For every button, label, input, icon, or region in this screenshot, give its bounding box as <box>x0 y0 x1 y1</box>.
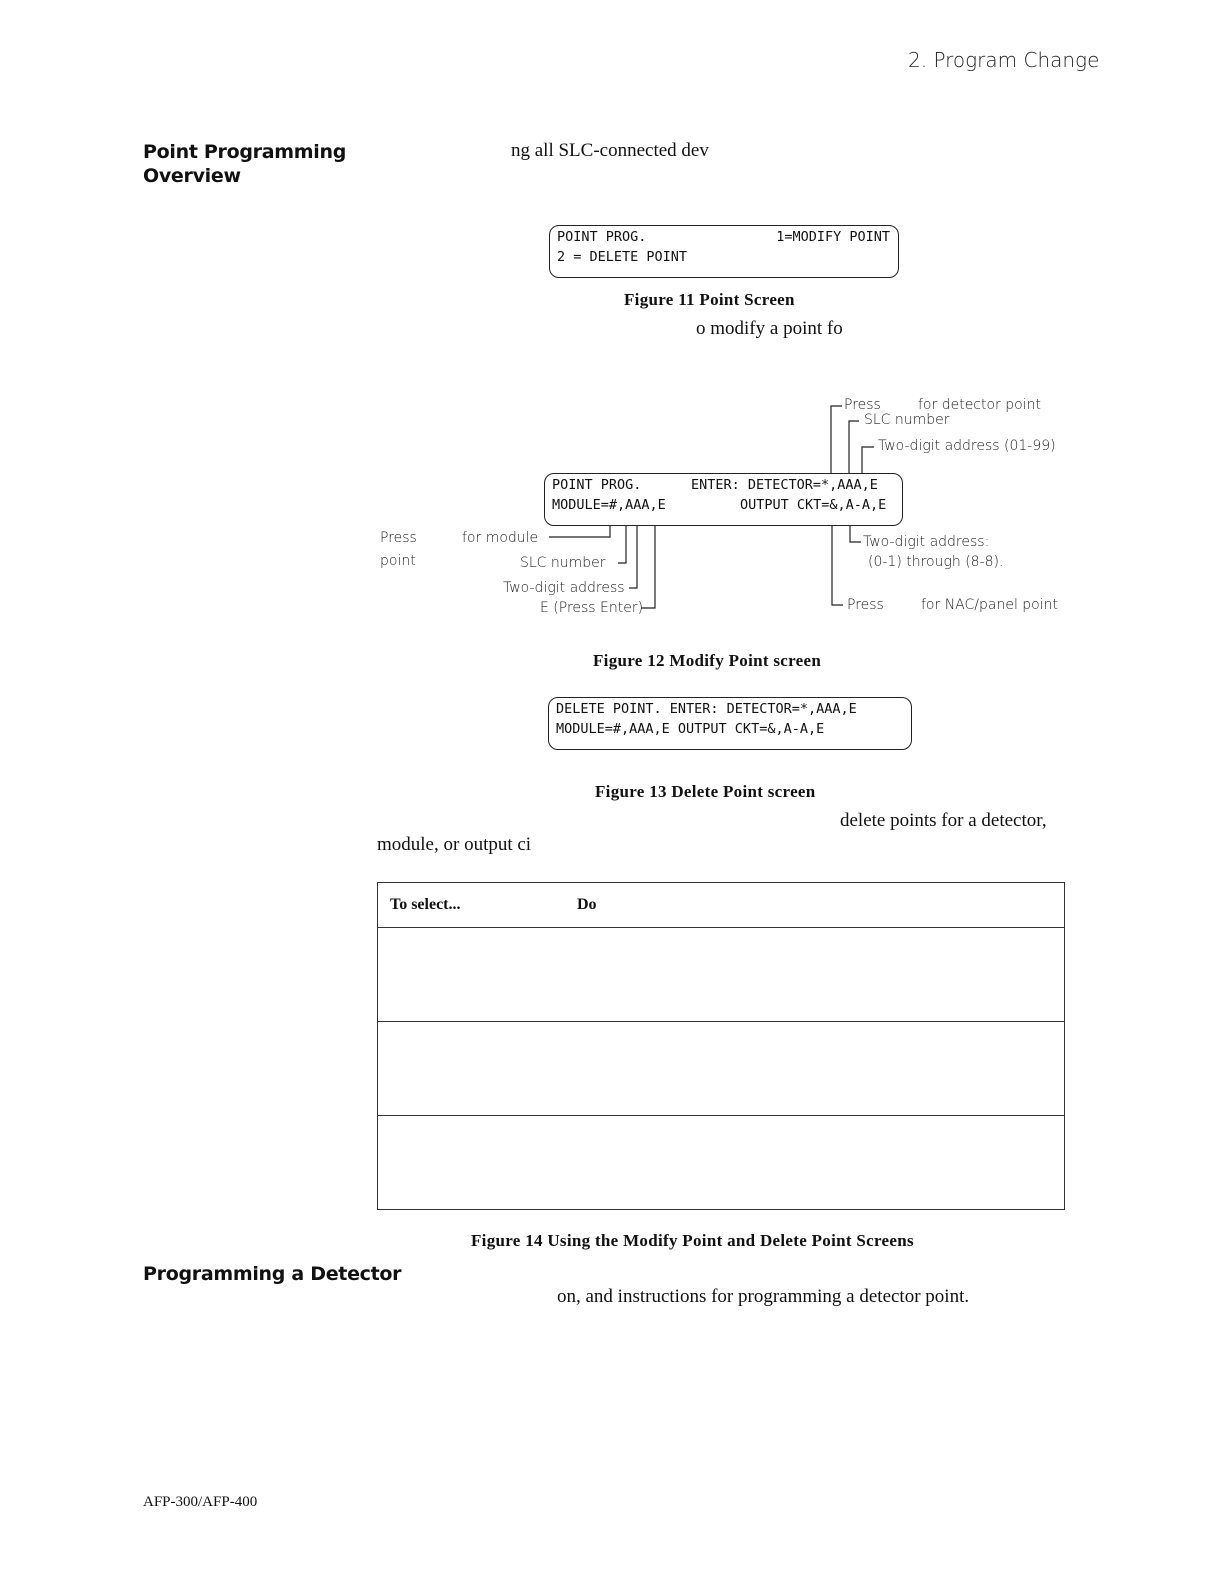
table-row <box>378 928 1065 1022</box>
lcd-line1: DELETE POINT. ENTER: DETECTOR=*,AAA,E <box>556 701 857 717</box>
table-row <box>378 1022 1065 1116</box>
press-enter-label: E (Press Enter) <box>540 600 644 616</box>
lcd-line2-left: MODULE=#,AAA,E <box>552 497 666 513</box>
table-row <box>378 1116 1065 1210</box>
section-title-line1: Point Programming <box>143 141 346 163</box>
selection-table <box>377 882 1065 1210</box>
overview-text: ng all SLC-connected dev <box>511 140 709 161</box>
figure13-caption: Figure 13 Delete Point screen <box>595 782 816 801</box>
slc-number-top-label: SLC number <box>864 412 950 428</box>
table-cell <box>378 1116 1065 1210</box>
delete-point-lcd <box>548 697 912 750</box>
modify-point-lcd <box>544 473 903 526</box>
for-module-label: for module <box>462 530 539 546</box>
lcd-line1-left: POINT PROG. <box>557 229 647 245</box>
lcd-line2: 2 = DELETE POINT <box>557 249 688 265</box>
figure13-after-text-1: delete points for a detector, <box>840 810 1047 831</box>
point-label: point <box>380 553 416 569</box>
detector-text: on, and instructions for programming a detector point. <box>557 1286 970 1307</box>
two-digit-top-label: Two-digit address (01-99) <box>878 438 1056 454</box>
lcd-line2: MODULE=#,AAA,E OUTPUT CKT=&,A-A,E <box>556 721 825 737</box>
press-module-label: Press <box>380 530 417 546</box>
two-digit-left-label: Two-digit address <box>503 580 625 596</box>
press-nac-label: Press <box>847 597 884 613</box>
section-title-line2: Overview <box>143 165 241 187</box>
for-nac-label: for NAC/panel point <box>921 597 1058 613</box>
col-header-do: Do <box>565 883 1065 928</box>
table-header-row <box>378 883 1065 928</box>
lcd-line1-left: POINT PROG. <box>552 477 642 493</box>
two-digit-right-label: Two-digit address: <box>863 534 990 550</box>
chapter-header: 2. Program Change <box>908 48 1100 72</box>
lcd-line1-right: 1=MODIFY POINT <box>776 229 890 245</box>
table-cell <box>378 1022 1065 1116</box>
table-cell <box>378 928 1065 1022</box>
slc-number-left-label: SLC number <box>520 555 606 571</box>
press-detector-label: Press <box>844 397 881 413</box>
col-header-select: To select... <box>378 883 566 928</box>
figure11-after-text: o modify a point fo <box>696 318 843 339</box>
figure14-caption: Figure 14 Using the Modify Point and Delete Point Screens <box>471 1231 914 1250</box>
for-detector-label: for detector point <box>918 397 1041 413</box>
lcd-line2-right: OUTPUT CKT=&,A-A,E <box>740 497 887 513</box>
footer-model: AFP-300/AFP-400 <box>143 1494 258 1510</box>
section-title-detector: Programming a Detector <box>143 1263 402 1285</box>
figure13-after-text-2: module, or output ci <box>377 834 532 855</box>
lcd-line1-right: ENTER: DETECTOR=*,AAA,E <box>691 477 878 493</box>
range-right-label: (0-1) through (8-8). <box>868 554 1004 570</box>
figure12-caption: Figure 12 Modify Point screen <box>593 651 822 670</box>
figure11-caption: Figure 11 Point Screen <box>624 290 795 309</box>
